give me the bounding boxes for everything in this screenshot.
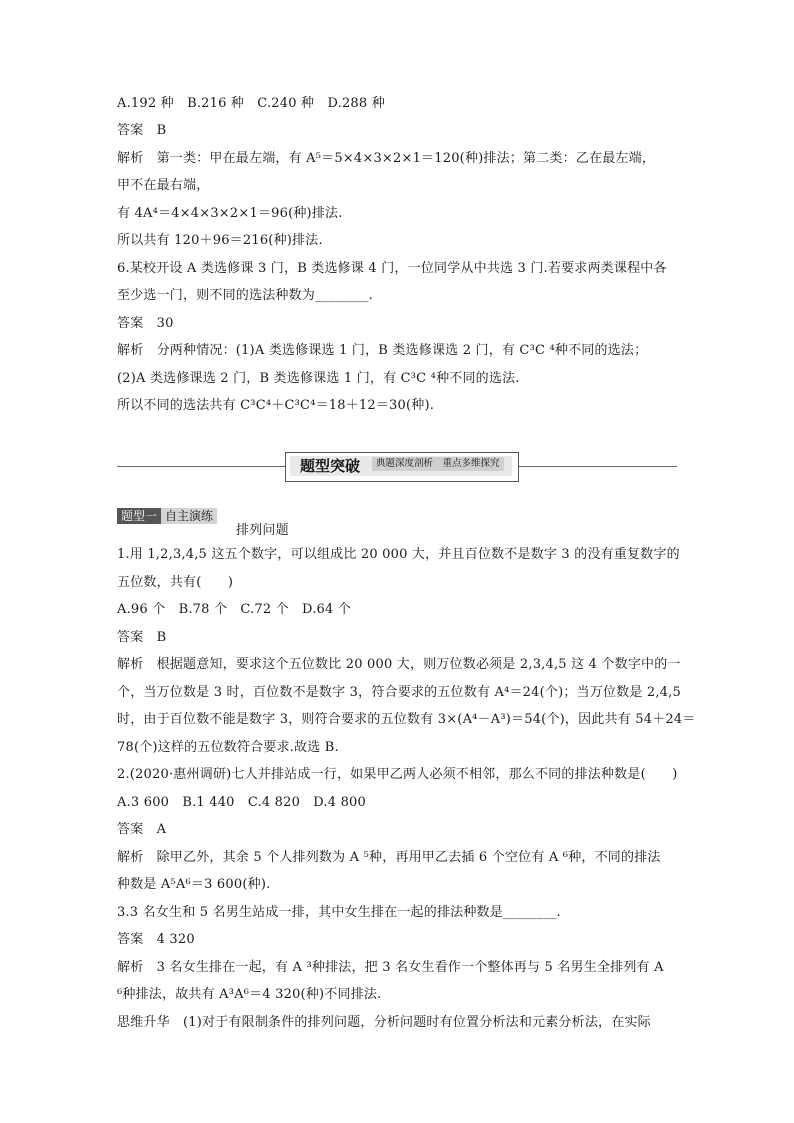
banner-subtitle: 典题深度剖析 重点多维探究: [372, 457, 504, 471]
text-line: ⁶种排法，故共有 A³A⁶＝4 320(种)不同排法.: [117, 987, 382, 1002]
text-line: 至少选一门，则不同的选法种数为________.: [117, 288, 373, 303]
topic-heading: 排列问题: [236, 523, 289, 538]
text-line: A.96 个 B.78 个 C.72 个 D.64 个: [117, 602, 352, 617]
text-line: 2.(2020·惠州调研)七人并排站成一行，如果甲乙两人必须不相邻，那么不同的排法种数是( ): [117, 767, 678, 782]
text-line: 6.某校开设 A 类选修课 3 门，B 类选修课 4 门，一位同学从中共选 3 门.若要求两类课程中各: [117, 261, 667, 276]
banner-box: [285, 452, 519, 482]
text-line: 1.用 1,2,3,4,5 这五个数字，可以组成比 20 000 大，并且百位数不是数字 3 的没有重复数字的: [117, 547, 680, 562]
tag-sublabel: 自主演练: [161, 508, 217, 524]
banner-rule-left: [117, 466, 285, 467]
section-banner: [117, 452, 677, 482]
text-line: 个，当万位数是 3 时，百位数不是数字 3，符合要求的五位数有 A⁴＝24(个)；当万位数是 2,4,5: [117, 685, 681, 700]
text-line: 解析 第一类：甲在最左端，有 A⁵＝5×4×3×2×1＝120(种)排法；第二类：乙在最左端，: [117, 151, 656, 166]
text-line: 所以不同的选法共有 C³C⁴＋C³C⁴＝18＋12＝30(种).: [117, 398, 435, 413]
text-line: 解析 3 名女生排在一起，有 A ³种排法，把 3 名女生看作一个整体再与 5 名男生全排列有 A: [117, 960, 664, 975]
text-line: 有 4A⁴＝4×4×3×2×1＝96(种)排法.: [117, 206, 343, 221]
text-line: (2)A 类选修课选 2 门，B 类选修课选 1 门，有 C³C ⁴种不同的选法.: [117, 371, 520, 386]
text-line: 时，由于百位数不能是数字 3，则符合要求的五位数有 3×(A⁴－A³)＝54(个)，因此共有 54＋24＝: [117, 712, 696, 727]
text-line: 思维升华 (1)对于有限制条件的排列问题，分析问题时有位置分析法和元素分析法，在实际: [117, 1015, 651, 1030]
text-line: 答案 A: [117, 822, 167, 837]
text-line: 解析 根据题意知，要求这个五位数比 20 000 大，则万位数必须是 2,3,4,5 这 4 个数字中的一: [117, 657, 681, 672]
text-line: 解析 除甲乙外，其余 5 个人排列数为 A ⁵种，再用甲乙去插 6 个空位有 A ⁶种，不同的排法: [117, 850, 661, 865]
text-line: 解析 分两种情况：(1)A 类选修课选 1 门，B 类选修课选 2 门，有 C³C ⁴种不同的选法；: [117, 343, 648, 358]
text-line: 答案 B: [117, 123, 167, 138]
text-line: 答案 B: [117, 630, 167, 645]
text-line: 78(个)这样的五位数符合要求.故选 B.: [117, 740, 339, 755]
text-line: A.3 600 B.1 440 C.4 820 D.4 800: [117, 795, 366, 810]
text-line: 甲不在最右端，: [117, 178, 210, 193]
tag-label: 题型一: [117, 508, 161, 524]
text-line: 种数是 A⁵A⁶＝3 600(种).: [117, 877, 271, 892]
question-type-tag: [117, 508, 217, 524]
banner-rule-right: [519, 466, 677, 467]
text-line: 答案 4 320: [117, 932, 195, 947]
text-line: 3.3 名女生和 5 名男生站成一排，其中女生排在一起的排法种数是________.: [117, 905, 561, 920]
text-line: 五位数，共有( ): [117, 575, 234, 590]
text-line: 所以共有 120＋96＝216(种)排法.: [117, 233, 323, 248]
text-line: 答案 30: [117, 316, 174, 331]
text-line: A.192 种 B.216 种 C.240 种 D.288 种: [117, 96, 385, 111]
banner-title: 题型突破: [300, 457, 361, 475]
